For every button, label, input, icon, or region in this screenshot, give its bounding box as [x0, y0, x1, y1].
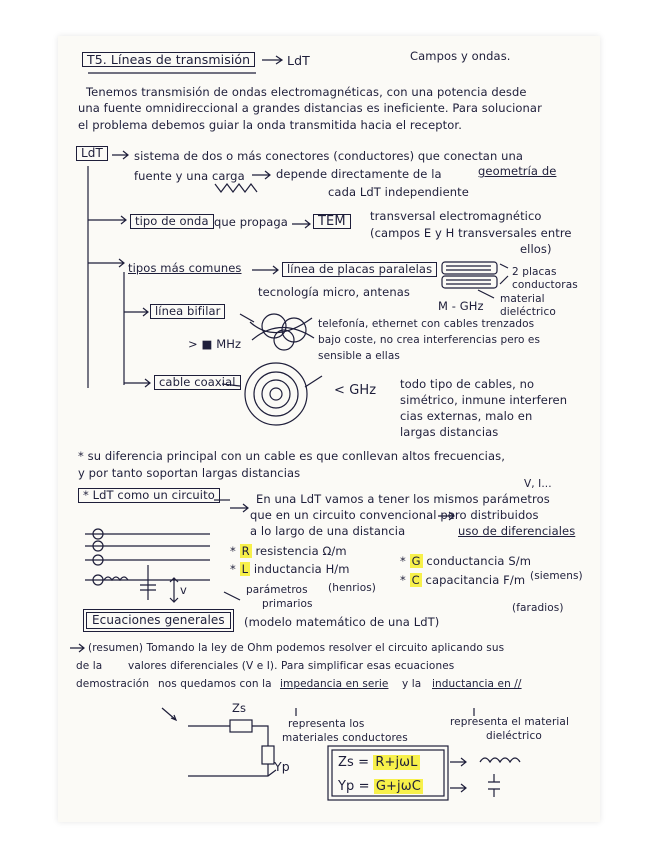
tem-desc-3: ellos)	[520, 242, 552, 256]
intro-line-1: Tenemos transmisión de ondas electromagnéticas, con una potencia desde	[86, 85, 527, 99]
resumen-line-1: (resumen) Tomando la ley de Ohm podemos resolver el circuito aplicando sus	[88, 642, 505, 654]
impedancia-serie: impedancia en serie	[280, 678, 389, 690]
coax-desc-4: largas distancias	[400, 425, 499, 439]
tem-desc-2: (campos E y H transversales entre	[370, 226, 572, 240]
ldt-def-1: sistema de dos o más conectores (conductores) que conectan una	[134, 149, 524, 163]
circuit-label: * LdT como un circuito	[78, 488, 220, 503]
demostracion-label: demostración	[76, 678, 150, 690]
wave-propaga: que propaga	[214, 215, 288, 229]
resumen-line-3a: nos quedamos con la	[158, 678, 272, 690]
coax-freq: < GHz	[334, 383, 377, 398]
circuit-text-1: En una LdT vamos a tener los mismos parámetros	[256, 492, 550, 506]
ldt-def-2a: fuente y una carga	[134, 169, 245, 183]
inductancia-paralelo: inductancia en //	[432, 678, 522, 690]
bifilar-label: línea bifilar	[150, 304, 225, 319]
intro-line-3: el problema debemos guiar la onda transmitida hacia el receptor.	[78, 118, 462, 132]
resumen-line-2: valores diferenciales (V e I). Para simplificar esas ecuaciones	[128, 660, 455, 672]
header-abbr: LdT	[287, 53, 310, 68]
vi-note: V, I...	[524, 478, 552, 490]
zs-circuit-label: Zs	[232, 701, 247, 715]
parallel-tech: tecnología micro, antenas	[258, 285, 410, 299]
voltage-label: v	[180, 583, 187, 597]
parallel-freq: M - GHz	[438, 299, 484, 313]
coax-label: cable coaxial	[154, 375, 241, 390]
primary-params-2: primarios	[262, 598, 313, 610]
coax-desc-3: cias externas, malo en	[400, 409, 533, 423]
param-g: * G conductancia S/m	[400, 554, 532, 568]
bifilar-desc-2: bajo coste, no crea interferencias pero es	[318, 334, 541, 346]
circuit-text-2: que en un circuito convencional pero distribuidos	[250, 508, 539, 522]
zs-equation: Zs = R+jωL	[338, 755, 418, 770]
tem-label: TEM	[313, 214, 351, 229]
subject-tag: Campos y ondas.	[410, 49, 511, 63]
bifilar-desc-1: telefonía, ethernet con cables trenzados	[318, 318, 535, 330]
circuit-text-3: a lo largo de una distancia	[250, 524, 406, 538]
coax-desc-2: simétrico, inmune interferen	[400, 393, 568, 407]
bifilar-freq: > ■ MHz	[188, 337, 242, 351]
coax-desc-1: todo tipo de cables, no	[400, 377, 535, 391]
bifilar-desc-3: sensible a ellas	[318, 350, 400, 362]
primary-params-1: parámetros	[246, 584, 308, 596]
param-c: * C capacitancia F/m	[400, 573, 526, 587]
de-la-label: de la	[76, 660, 103, 672]
rep-2b: dieléctrico	[486, 730, 542, 742]
difference-line-2: y por tanto soportan largas distancias	[78, 466, 301, 480]
siemens-note: (siemens)	[530, 570, 583, 582]
ldt-geometria: geometría de	[478, 164, 557, 178]
param-r: * R resistencia Ω/m	[230, 544, 347, 558]
equations-model: (modelo matemático de una LdT)	[244, 615, 440, 629]
faradios-note: (faradios)	[512, 602, 564, 614]
ldt-label: LdT	[76, 146, 108, 161]
rep-2a: representa el material	[450, 716, 569, 728]
circuit-text-4: uso de diferenciales	[458, 524, 576, 538]
rep-1b: materiales conductores	[282, 732, 408, 744]
difference-line-1: * su diferencia principal con un cable es que conllevan altos frecuencias,	[78, 449, 505, 463]
tem-desc-1: transversal electromagnético	[370, 209, 542, 223]
parallel-plates-note: 2 placas conductoras	[512, 266, 578, 291]
intro-line-2: una fuente omnidireccional a grandes distancias es ineficiente. Para solucionar	[78, 101, 542, 115]
henrios-note: (henrios)	[328, 582, 376, 594]
wave-type-label: tipo de onda	[130, 214, 214, 229]
ldt-def-2b: depende directamente de la	[276, 167, 442, 181]
resumen-line-3b: y la	[402, 678, 422, 690]
equations-label: Ecuaciones generales	[86, 612, 231, 629]
types-label: tipos más comunes	[128, 261, 242, 275]
page-title: T5. Líneas de transmisión	[82, 52, 255, 67]
rep-1a: representa los	[288, 718, 365, 730]
yp-equation: Yp = G+jωC	[338, 779, 421, 794]
yp-circuit-label: Yp	[274, 759, 290, 774]
param-l: * L inductancia H/m	[230, 562, 350, 576]
ldt-def-3: cada LdT independiente	[328, 185, 469, 199]
parallel-plates-label: línea de placas paralelas	[282, 262, 437, 277]
dielectric-note: material dieléctrico	[500, 293, 556, 318]
